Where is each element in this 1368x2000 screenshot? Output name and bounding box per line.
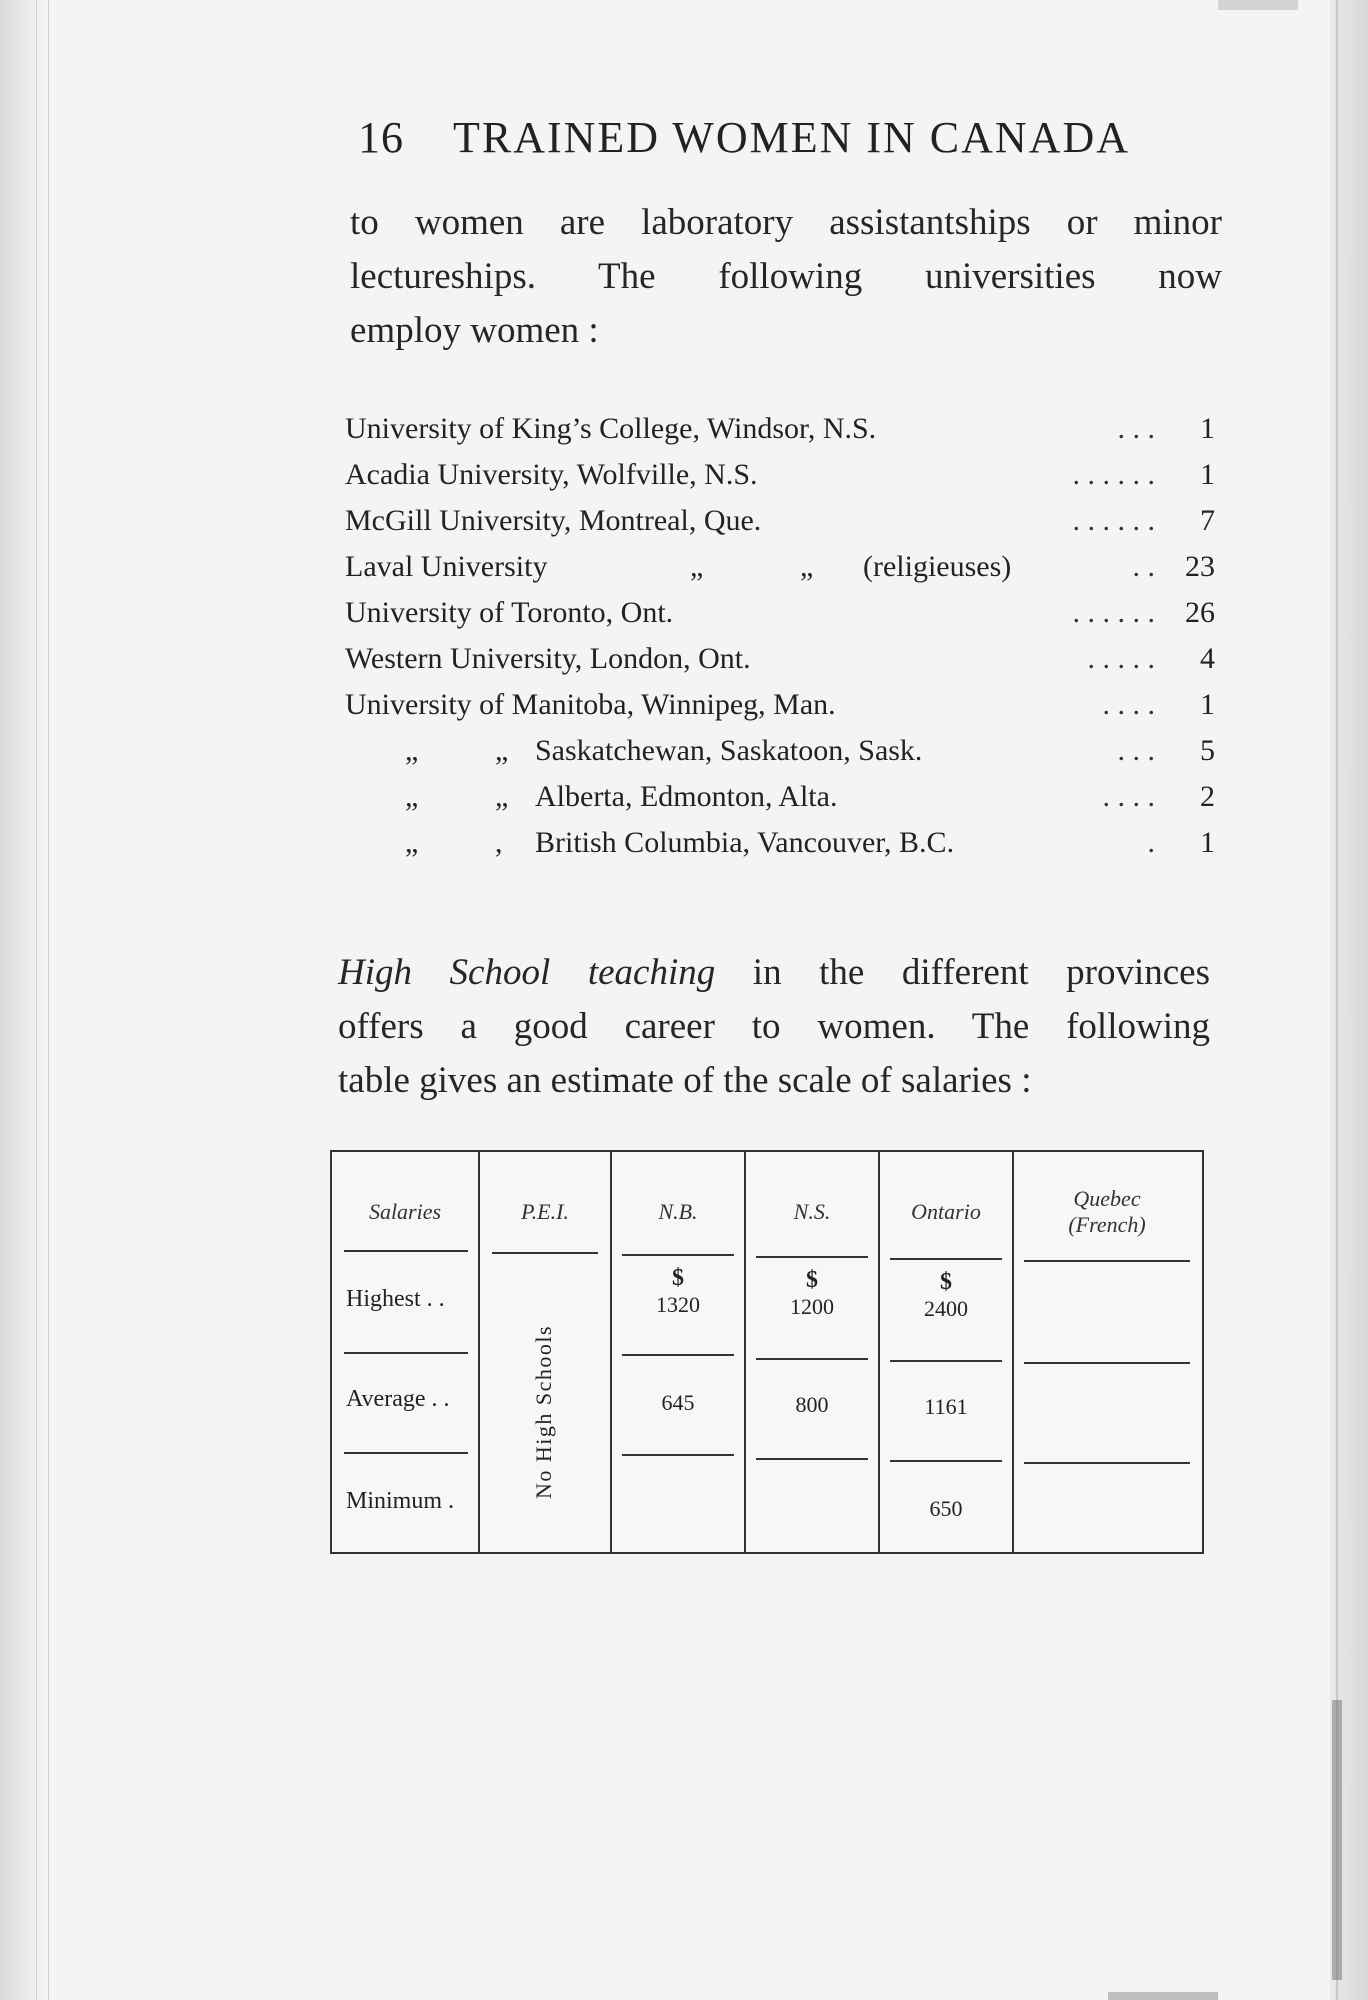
- table-rule: [756, 1358, 868, 1360]
- right-page-edge: [1330, 0, 1368, 2000]
- list-item: [345, 682, 1215, 728]
- leader-dots: . .: [1132, 550, 1155, 583]
- table-rule: [622, 1354, 734, 1356]
- university-note: (religieuses): [863, 550, 1012, 583]
- table-rule: [344, 1452, 468, 1454]
- emphasis-text: High School teaching: [338, 952, 716, 993]
- cell-highest-ns: [746, 1266, 878, 1320]
- running-head: [358, 112, 1188, 182]
- list-item: [345, 544, 1215, 590]
- intro-paragraph: [350, 196, 1222, 358]
- university-count: 7: [1200, 504, 1215, 537]
- cell-value: 2400: [924, 1296, 968, 1321]
- university-count: 1: [1200, 458, 1215, 491]
- row-label-highest: Highest . .: [346, 1286, 445, 1312]
- table-rule: [1024, 1362, 1190, 1364]
- table-rule: [622, 1454, 734, 1456]
- list-item: [345, 820, 1215, 866]
- cell-value: 1200: [790, 1294, 834, 1319]
- row-label-average: Average . .: [346, 1386, 450, 1412]
- paragraph-line: table gives an estimate of the scale of salaries :: [338, 1060, 1032, 1101]
- cell-average-nb: 645: [661, 1390, 695, 1415]
- header-quebec: [1014, 1152, 1200, 1272]
- header-ontario: Ontario: [911, 1199, 981, 1224]
- page-number: 16: [358, 113, 404, 162]
- paragraph-line: offers a good career to women. The following: [338, 1006, 1210, 1047]
- university-name: University of Manitoba, Winnipeg, Man.: [345, 688, 836, 721]
- row-label-minimum: Minimum .: [346, 1488, 455, 1514]
- list-item: [345, 636, 1215, 682]
- scan-artifact: [1218, 0, 1298, 10]
- header-pei: P.E.I.: [521, 1199, 569, 1224]
- leader-dots: . . . . . .: [1072, 504, 1155, 537]
- cell-minimum-ontario: 650: [929, 1496, 963, 1521]
- leader-dots: .: [1147, 826, 1155, 859]
- leader-dots: . . . . . .: [1072, 458, 1155, 491]
- table-rule: [1024, 1260, 1190, 1262]
- ditto-mark: „: [495, 734, 509, 767]
- university-name: Western University, London, Ont.: [345, 642, 751, 675]
- pei-note-text: No High Schools: [531, 1324, 556, 1500]
- university-count: 23: [1185, 550, 1215, 583]
- header-ns: N.S.: [793, 1199, 831, 1224]
- university-name: Acadia University, Wolfville, N.S.: [345, 458, 758, 491]
- university-count: 4: [1200, 642, 1215, 675]
- table-rule: [890, 1258, 1002, 1260]
- university-name: Alberta, Edmonton, Alta.: [535, 780, 838, 813]
- paragraph-line: to women are laboratory assistantships or minor: [350, 202, 1222, 243]
- leader-dots: . . . . . .: [1072, 596, 1155, 629]
- university-count: 2: [1200, 780, 1215, 813]
- pei-note: [480, 1272, 608, 1552]
- university-count: 26: [1185, 596, 1215, 629]
- running-title: TRAINED WOMEN IN CANADA: [453, 113, 1131, 162]
- left-page-edge: [0, 0, 49, 2000]
- university-count: 5: [1200, 734, 1215, 767]
- header-quebec-line: (French): [1068, 1212, 1146, 1237]
- cell-highest-nb: [612, 1264, 744, 1318]
- paragraph-line: lectureships. The following universities now: [350, 256, 1222, 297]
- university-count: 1: [1200, 688, 1215, 721]
- university-name: Laval University: [345, 550, 548, 583]
- table-rule: [756, 1256, 868, 1258]
- high-school-paragraph: [338, 946, 1210, 1108]
- university-name: McGill University, Montreal, Que.: [345, 504, 762, 537]
- ditto-mark: „: [405, 826, 419, 859]
- university-name: University of King’s College, Windsor, N.S.: [345, 412, 877, 445]
- table-rule: [622, 1254, 734, 1256]
- salary-table: [330, 1150, 1204, 1554]
- leader-dots: . . . .: [1102, 688, 1155, 721]
- list-item: [345, 728, 1215, 774]
- table-rule: [756, 1458, 868, 1460]
- table-rule: [344, 1250, 468, 1252]
- leader-dots: . . . . .: [1087, 642, 1155, 675]
- table-rule: [890, 1460, 1002, 1462]
- university-name: British Columbia, Vancouver, B.C.: [535, 826, 955, 859]
- list-item: [345, 590, 1215, 636]
- table-rule: [344, 1352, 468, 1354]
- currency-symbol: $: [940, 1269, 952, 1295]
- ditto-mark: „: [495, 780, 509, 813]
- university-name: Saskatchewan, Saskatoon, Sask.: [535, 734, 923, 767]
- list-item: [345, 406, 1215, 452]
- university-list: [345, 406, 1215, 866]
- leader-dots: . . .: [1117, 734, 1155, 767]
- leader-dots: . . .: [1117, 412, 1155, 445]
- scan-artifact: [1108, 1992, 1218, 2000]
- table-rule: [1024, 1462, 1190, 1464]
- cell-average-ontario: 1161: [924, 1394, 968, 1419]
- university-name: University of Toronto, Ont.: [345, 596, 674, 629]
- list-item: [345, 774, 1215, 820]
- list-item: [345, 452, 1215, 498]
- table-rule: [890, 1360, 1002, 1362]
- table-rule: [492, 1252, 598, 1254]
- paragraph-text: in the different provinces: [715, 952, 1211, 993]
- currency-symbol: $: [806, 1267, 818, 1293]
- header-nb: N.B.: [658, 1199, 698, 1224]
- header-quebec-line: Quebec: [1073, 1186, 1141, 1211]
- university-count: 1: [1200, 412, 1215, 445]
- leader-dots: . . . .: [1102, 780, 1155, 813]
- cell-value: 1320: [656, 1292, 700, 1317]
- ditto-mark: „: [405, 780, 419, 813]
- ditto-mark: „: [405, 734, 419, 767]
- ditto-mark: ,: [495, 826, 503, 859]
- ditto-mark: „: [690, 550, 704, 583]
- currency-symbol: $: [672, 1265, 684, 1291]
- list-item: [345, 498, 1215, 544]
- university-count: 1: [1200, 826, 1215, 859]
- header-salaries: Salaries: [368, 1199, 442, 1224]
- ditto-mark: „: [800, 550, 814, 583]
- paragraph-line: [338, 946, 1210, 1000]
- paragraph-line: employ women :: [350, 310, 599, 351]
- cell-average-ns: 800: [795, 1392, 829, 1417]
- cell-highest-ontario: [880, 1268, 1012, 1322]
